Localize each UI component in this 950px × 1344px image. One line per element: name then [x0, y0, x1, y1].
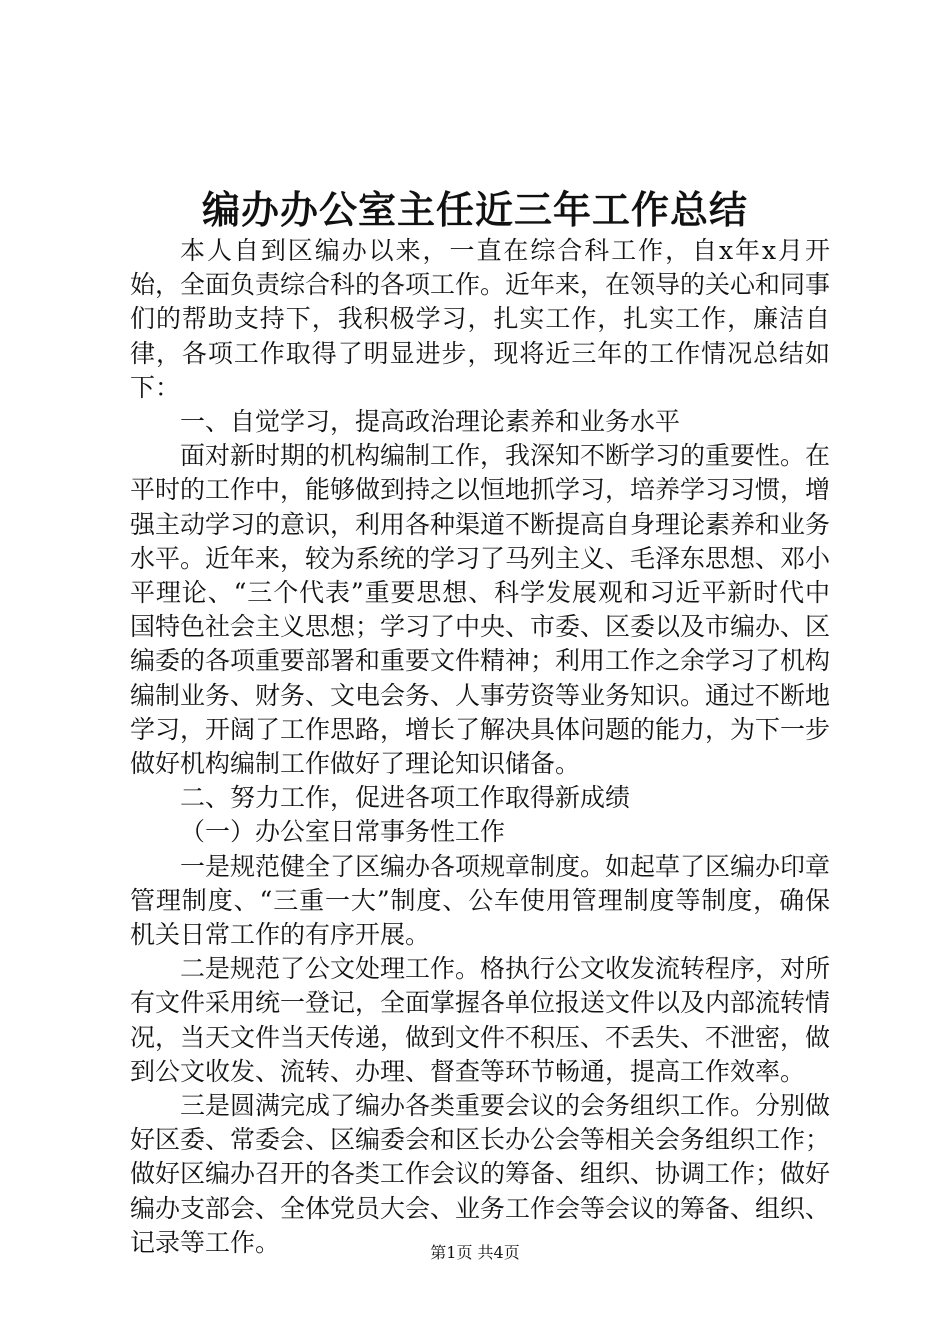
item-paragraph-3: 三是圆满完成了编办各类重要会议的会务组织工作。分别做好区委、常委会、区编委会和区长办公会等相关会务组织工作；做好区编办召开的各类工作会议的筹备、组织、协调工作；做好编办支部会、全体党员大会、业务工作会等会议的筹备、组织、记录等工作。: [130, 1091, 831, 1257]
section-1-paragraph: 面对新时期的机构编制工作，我深知不断学习的重要性。在平时的工作中，能够做到持之以恒地抓学习，培养学习习惯，增强主动学习的意识，利用各种渠道不断提高自身理论素养和业务水平。近年来，较为系统的学习了马列主义、毛泽东思想、邓小平理论、“三个代表”重要思想、科学发展观和习近平新时代中国特色社会主义思想；学习了中央、市委、区委以及市编办、区编委的各项重要部署和重要文件精神；利用工作之余学习了机构编制业务、财务、文电会务、人事劳资等业务知识。通过不断地学习，开阔了工作思路，增长了解决具体问题的能力，为下一步做好机构编制工作做好了理论知识储备。: [130, 441, 831, 779]
item-paragraph-2: 二是规范了公文处理工作。格执行公文收发流转程序，对所有文件采用统一登记，全面掌握各单位报送文件以及内部流转情况，当天文件当天传递，做到文件不积压、不丢失、不泄密，做到公文收发、流转、办理、督查等环节畅通，提高工作效率。: [130, 954, 831, 1086]
subsection-heading-1: （一）办公室日常事务性工作: [180, 817, 506, 847]
section-heading-1: 一、自觉学习，提高政治理论素养和业务水平: [180, 407, 681, 437]
document-body: [130, 234, 830, 1260]
item-paragraph-1: 一是规范健全了区编办各项规章制度。如起草了区编办印章管理制度、“三重一大”制度、公车使用管理制度等制度，确保机关日常工作的有序开展。: [130, 851, 831, 950]
intro-paragraph: 本人自到区编办以来，一直在综合科工作，自x年x月开始，全面负责综合科的各项工作。近年来，在领导的关心和同事们的帮助支持下，我积极学习，扎实工作，扎实工作，廉洁自律，各项工作取得了明显进步，现将近三年的工作情况总结如下：: [130, 236, 831, 402]
section-heading-2: 二、努力工作，促进各项工作取得新成绩: [180, 783, 631, 813]
document-title: 编办办公室主任近三年工作总结: [201, 188, 748, 232]
page-footer: 第1页 共4页: [430, 1243, 520, 1262]
